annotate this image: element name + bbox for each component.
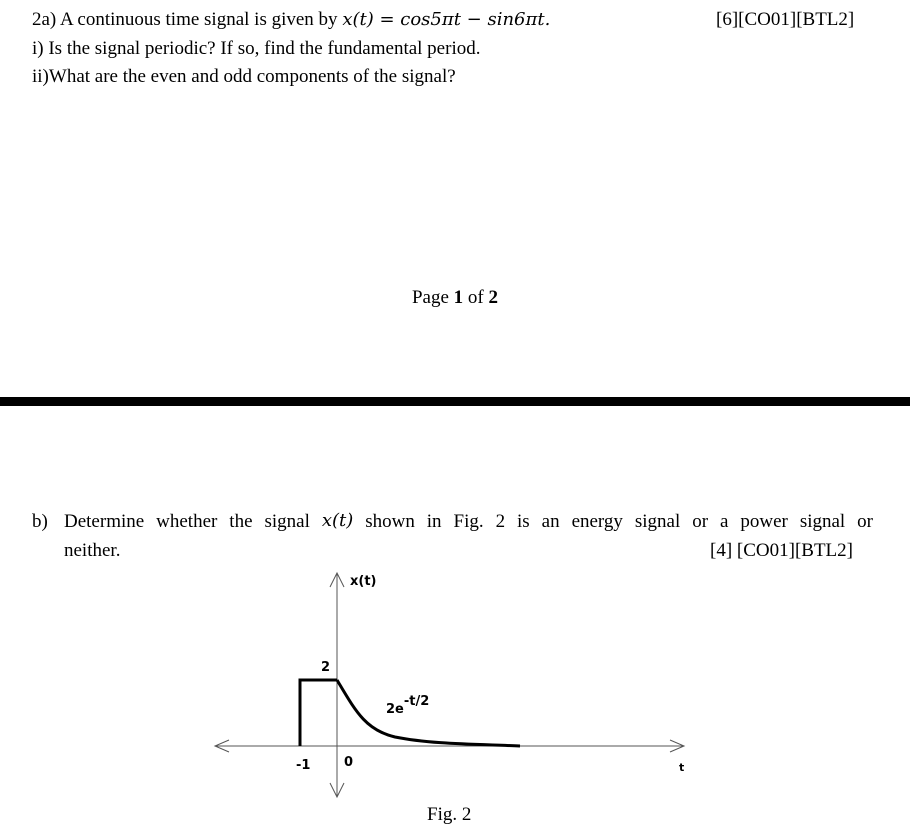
question-2a-part-i: i) Is the signal periodic? If so, find the fundamental period. <box>32 38 481 59</box>
page-current: 1 <box>453 287 464 308</box>
question-2b-word: energy <box>571 511 623 532</box>
question-2b-word: Fig. <box>453 511 484 532</box>
figure-caption: Fig. 2 <box>427 804 472 825</box>
question-2b-word: 2 <box>495 511 506 532</box>
question-2a-prefix: 2a) A continuous time signal is given by <box>32 9 343 30</box>
question-2b-word: power <box>740 511 788 532</box>
page-word: Page <box>411 287 449 308</box>
question-2b-label: b) <box>32 511 48 532</box>
page-of: of <box>467 287 484 308</box>
question-2b-word: signal <box>634 511 681 532</box>
tick-label-zero: 0 <box>344 755 354 770</box>
question-2b-word: or <box>857 511 873 532</box>
question-2b-word: x(t) <box>321 510 354 531</box>
question-2a-marks: [6][CO01][BTL2] <box>716 9 855 30</box>
question-2a-part-ii: ii)What are the even and odd components of the signal? <box>32 66 456 87</box>
question-2b-word: a <box>720 511 729 532</box>
question-2b-word: is <box>517 511 530 532</box>
question-2b-word: signal <box>799 511 846 532</box>
question-2b-word: Determine <box>64 511 145 532</box>
question-2b-word: or <box>692 511 709 532</box>
question-2a-signal-expression: x(t) = cos5πt − sin6πt. <box>342 9 551 30</box>
question-2b-word: the <box>229 511 253 532</box>
curve-label-exponent: -t/2 <box>403 694 430 709</box>
question-2b-word: in <box>426 511 442 532</box>
question-2b-word: shown <box>365 511 415 532</box>
page-total: 2 <box>488 287 498 308</box>
x-axis-label: t <box>679 761 685 774</box>
signal-pulse <box>300 680 337 746</box>
question-2b-text-line2: neither. <box>64 540 121 561</box>
question-2b-word: an <box>541 511 560 532</box>
signal-exponential-decay <box>337 680 520 746</box>
y-axis-label: x(t) <box>350 574 377 589</box>
question-2b-marks: [4] [CO01][BTL2] <box>710 540 853 561</box>
question-2b-word: signal <box>264 511 310 532</box>
question-2b-word: whether <box>156 511 218 532</box>
tick-label-neg-one: -1 <box>296 758 311 773</box>
amplitude-label: 2 <box>321 660 331 675</box>
curve-label-base: 2e <box>386 702 404 717</box>
curve-label <box>386 694 429 717</box>
